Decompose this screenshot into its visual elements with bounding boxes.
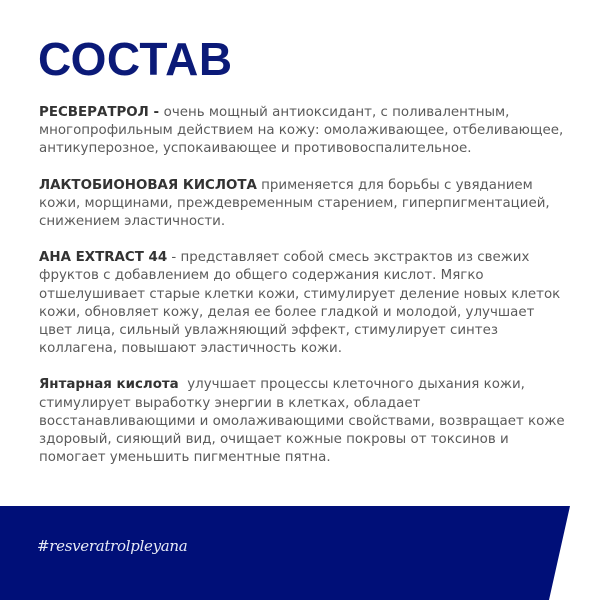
ingredient-description: применяется для борьбы с увяданием кожи, морщинами, преждевременным старением, гиперпигментацией, снижением эластичности. [39,177,550,230]
ingredient-description: очень мощный антиоксидант, с поливалентным, многопрофильным действием на кожу: омолаживающее, отбеливающее, антикуперозное, успокаивающее и противовоспалительное. [39,105,564,157]
ingredient-separator: - [148,105,164,120]
ingredient-lactobionic-acid [39,177,569,232]
ingredient-aha-extract [39,249,569,358]
page-title: СОСТАВ [38,33,233,85]
hashtag: #resveratrolpleyana [37,537,188,555]
ingredient-separator: - [167,250,181,266]
ingredient-succinic-acid [39,376,569,467]
ingredient-resveratrol [39,104,569,159]
ingredient-description: представляет собой смесь экстрактов из свежих фруктов с добавлением до общего содержания кислот. Мягко отшелушивает старые клетки кожи, стимулирует деление новых клеток кожи, обновляет кожу, делая ее более гладкой и молодой, улучшает цвет лица, сильный увлажняющий эффект, стимулирует синтез коллагена, повышают эластичность кожи. [39,250,561,357]
ingredient-term: AHA EXTRACT 44 [39,250,168,266]
ingredient-term: ЛАКТОБИОНОВАЯ КИСЛОТА [39,177,257,193]
ingredients-list [39,104,569,485]
ingredient-term: РЕСВЕРАТРОЛ [39,105,149,120]
ingredient-separator [179,377,188,392]
ingredient-description: улучшает процессы клеточного дыхания кожи, стимулирует выработку энергии в клетках, обладает восстанавливающими и омолаживающими свойствами, возвращает коже здоровый, сияющий вид, очищает кожные покровы от токсинов и помогает уменьшить пигментные пятна. [39,377,565,466]
ingredient-term: Янтарная кислота [39,377,179,393]
